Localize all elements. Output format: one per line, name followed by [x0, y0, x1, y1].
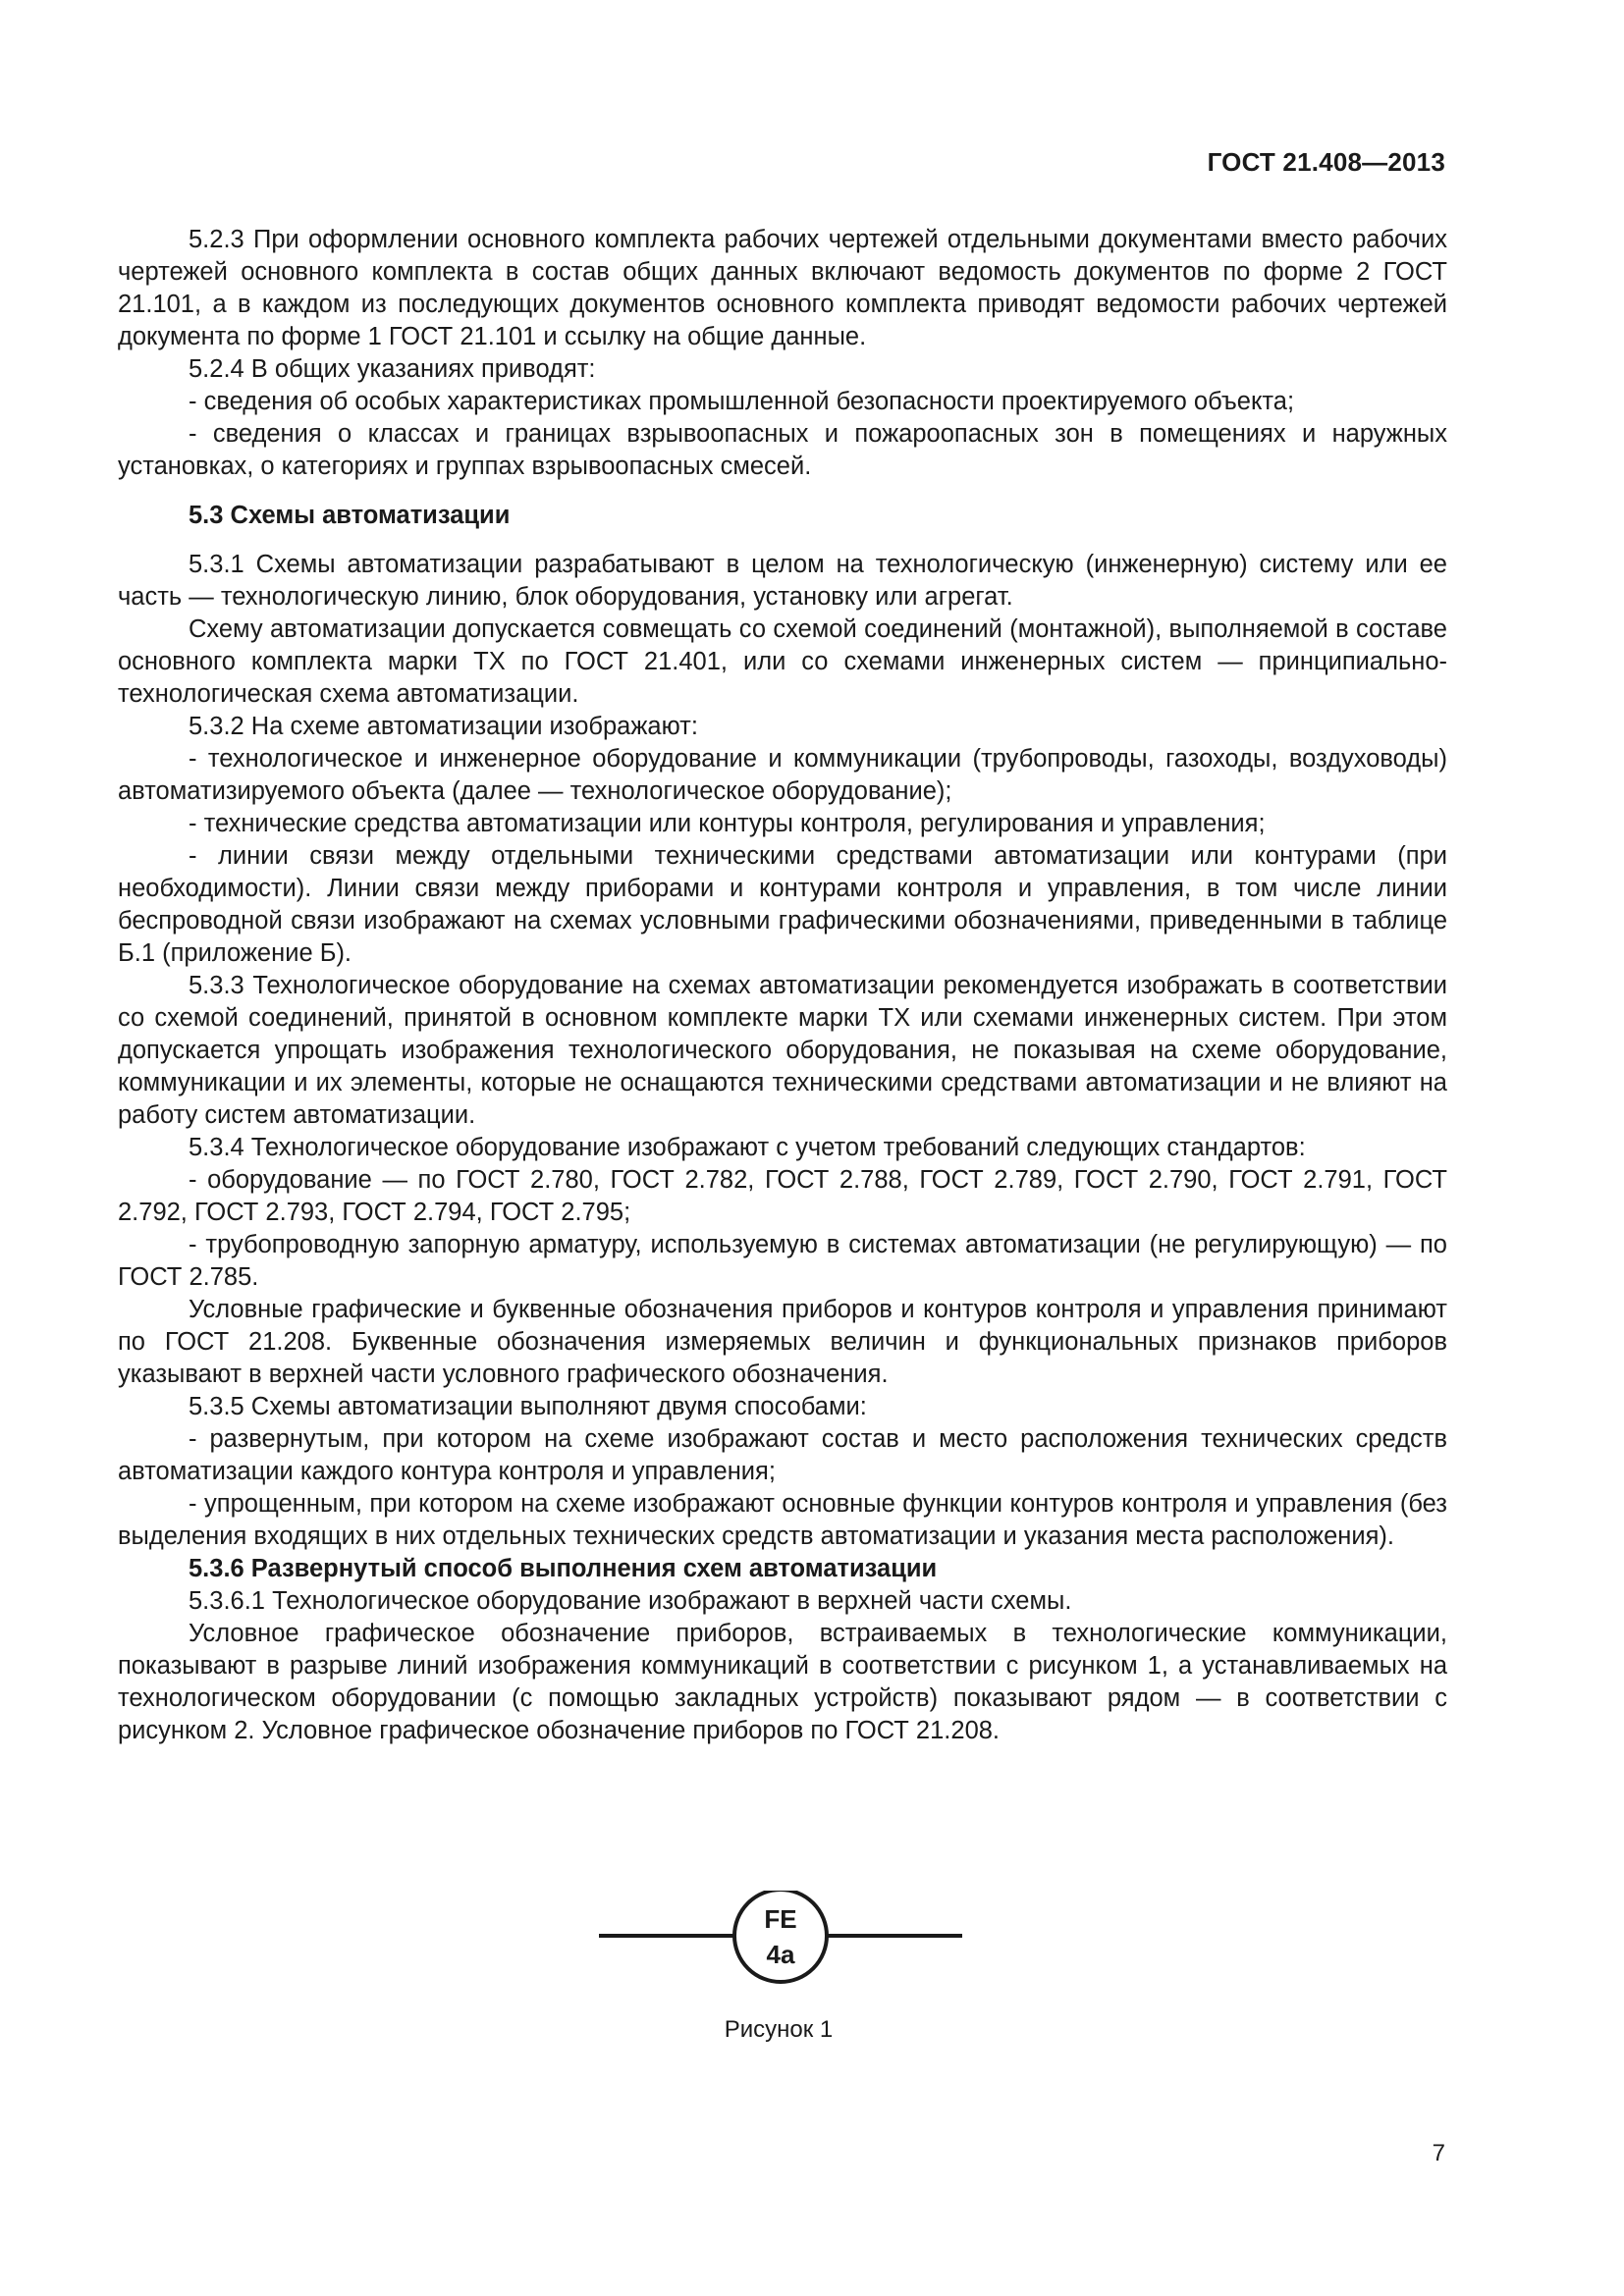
paragraph: 5.2.4 В общих указаниях приводят:: [189, 355, 596, 383]
instrument-function-label: FE: [764, 1904, 797, 1934]
subsection-heading: 5.3.6 Развернутый способ выполнения схем автоматизации: [189, 1555, 938, 1582]
paragraph: 5.3.2 На схеме автоматизации изображают:: [189, 713, 698, 740]
paragraph: Условные графические и буквенные обозначения приборов и контуров контроля и управления принимают по ГОСТ 21.208. Буквенные обозначения измеряемых величин и функциональных признаков приборов указывают в верхней части условного графического обозначения.: [118, 1296, 1447, 1388]
paragraph: - сведения об особых характеристиках промышленной безопасности проектируемого объекта;: [189, 388, 1295, 415]
section-heading: 5.3 Схемы автоматизации: [189, 502, 511, 529]
paragraph: 5.3.1 Схемы автоматизации разрабатывают в целом на технологическую (инженерную) систему или ее часть — технологическую линию, блок оборудования, установку или агрегат.: [118, 551, 1447, 611]
paragraph: 5.2.3 При оформлении основного комплекта рабочих чертежей отдельными документами вместо рабочих чертежей основного комплекта в состав общих данных включают ведомость документов по форме 2 ГОСТ 21.101, а в каждом из последующих документов основного комплекта приводят ведомости рабочих чертежей документа по форме 1 ГОСТ 21.101 и ссылку на общие данные.: [118, 226, 1447, 350]
paragraph: - оборудование — по ГОСТ 2.780, ГОСТ 2.782, ГОСТ 2.788, ГОСТ 2.789, ГОСТ 2.790, ГОСТ 2.791, ГОСТ 2.792, ГОСТ 2.793, ГОСТ 2.794, ГОСТ 2.795;: [118, 1166, 1447, 1226]
paragraph: 5.3.3 Технологическое оборудование на схемах автоматизации рекомендуется изображать в соответствии со схемой соединений, принятой в основном комплекте марки ТХ или схемами инженерных систем. При этом допускается упрощать изображения технологического оборудования, не показывая на схеме оборудование, коммуникации и их элементы, которые не оснащаются техническими средствами автоматизации и не влияют на работу систем автоматизации.: [118, 972, 1447, 1129]
paragraph: - линии связи между отдельными техническими средствами автоматизации или контурами (при необходимости). Линии связи между приборами и контурами контроля и управления, в том числе линии беспроводной связи изображают на схемах условными графическими обозначениями, приведенными в таблице Б.1 (приложение Б).: [118, 842, 1447, 967]
paragraph: - развернутым, при котором на схеме изображают состав и место расположения технических средств автоматизации каждого контура контроля и управления;: [118, 1425, 1447, 1485]
paragraph: - упрощенным, при котором на схеме изображают основные функции контуров контроля и управления (без выделения входящих в них отдельных технических средств автоматизации и указания места расположения).: [118, 1490, 1447, 1550]
document-code: ГОСТ 21.408—2013: [1207, 147, 1445, 177]
paragraph: - технологическое и инженерное оборудование и коммуникации (трубопроводы, газоходы, воздуховоды) автоматизируемого объекта (далее — технологическое оборудование);: [118, 745, 1447, 805]
figure-caption: Рисунок 1: [724, 2016, 834, 2043]
document-body: [118, 224, 1447, 1747]
paragraph: Условное графическое обозначение приборов, встраиваемых в технологические коммуникации, показывают в разрыве линий изображения коммуникаций в соответствии с рисунком 1, а устанавливаемых на технологическом оборудовании (с помощью закладных устройств) показывают рядом — в соответствии с рисунком 2. Условное графическое обозначение приборов по ГОСТ 21.208.: [118, 1620, 1447, 1744]
page-number: 7: [1432, 2140, 1445, 2166]
instrument-position-label: 4a: [766, 1940, 795, 1969]
figure-1: [0, 1891, 1624, 1989]
paragraph: - сведения о классах и границах взрывоопасных и пожароопасных зон в помещениях и наружных установках, о категориях и группах взрывоопасных смесей.: [118, 420, 1447, 480]
paragraph: 5.3.4 Технологическое оборудование изображают с учетом требований следующих стандартов:: [189, 1134, 1306, 1161]
paragraph: 5.3.5 Схемы автоматизации выполняют двумя способами:: [189, 1393, 867, 1420]
paragraph: Схему автоматизации допускается совмещать со схемой соединений (монтажной), выполняемой в составе основного комплекта марки ТХ по ГОСТ 21.401, или со схемами инженерных систем — принципиально-технологическая схема автоматизации.: [118, 615, 1447, 708]
paragraph: - трубопроводную запорную арматуру, используемую в системах автоматизации (не регулирующую) — по ГОСТ 2.785.: [118, 1231, 1447, 1291]
paragraph: - технические средства автоматизации или контуры контроля, регулирования и управления;: [189, 810, 1266, 837]
paragraph: 5.3.6.1 Технологическое оборудование изображают в верхней части схемы.: [189, 1587, 1072, 1615]
